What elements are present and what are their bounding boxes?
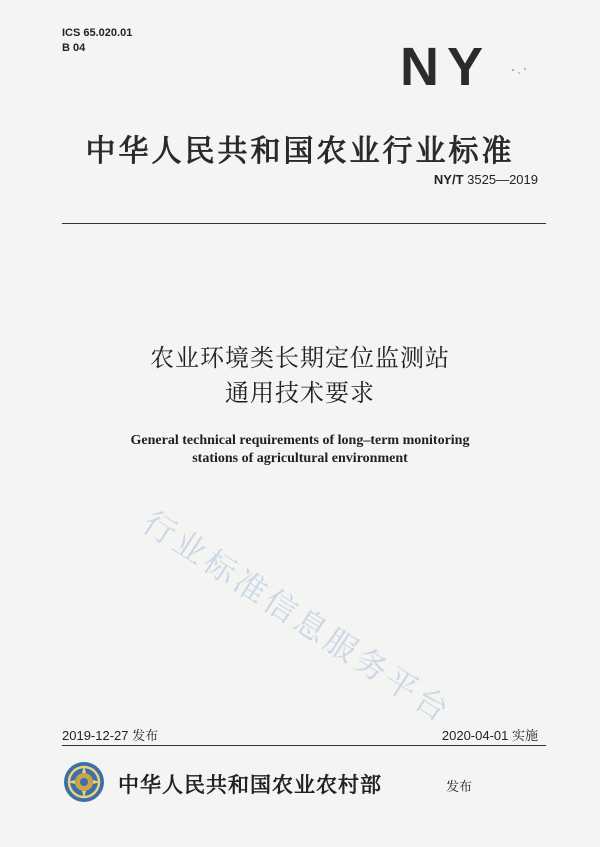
title-en-line2: stations of agricultural environment: [192, 451, 408, 466]
org-title: 中华人民共和国农业行业标准: [85, 134, 515, 169]
ics-code: ICS 65.020.01: [62, 27, 133, 39]
footer-divider: [62, 745, 546, 746]
watermark: 行业标准信息服务平台: [136, 503, 459, 731]
standard-number: [434, 172, 538, 187]
ny-logo: NY: [400, 37, 492, 97]
ccs-code: B 04: [62, 42, 86, 54]
classification-codes: [62, 26, 132, 56]
implement-date: 2020-04-01 实施: [441, 728, 538, 743]
title-cn-line2: 通用技术要求: [225, 379, 375, 407]
publisher-suffix: 发布: [446, 780, 473, 795]
issue-date: 2019-12-27 发布: [62, 728, 159, 743]
title-en-line1: General technical requirements of long–term monitoring: [130, 433, 470, 448]
title-cn-line1: 农业环境类长期定位监测站: [150, 344, 450, 372]
standard-prefix: NY/T: [433, 172, 464, 187]
publisher-name: 中华人民共和国农业农村部: [118, 773, 382, 797]
standard-code: 3525—2019: [467, 172, 538, 187]
header-divider: [62, 223, 546, 224]
scan-specks: [510, 66, 530, 78]
ministry-seal-icon: [62, 760, 106, 804]
